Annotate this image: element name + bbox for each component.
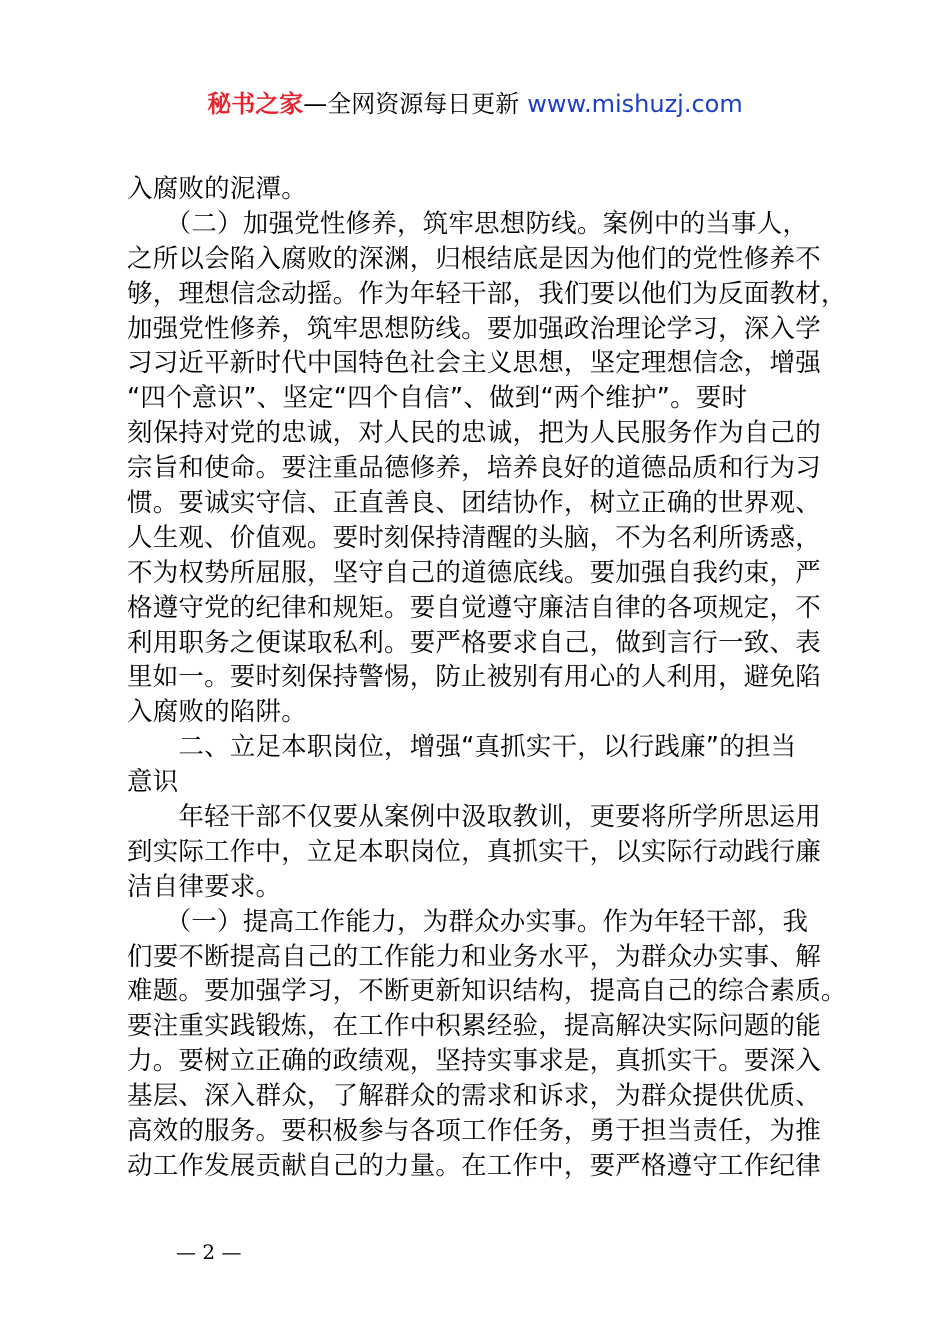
text-line: 够，理想信念动摇。作为年轻干部，我们要以他们为反面教材， bbox=[127, 278, 847, 309]
text-line: 习习近平新时代中国特色社会主义思想，坚定理想信念，增强 bbox=[127, 348, 821, 379]
site-url-link[interactable]: www.mishuzj.com bbox=[527, 90, 743, 118]
document-body bbox=[127, 172, 847, 1184]
text-line: （一）提高工作能力，为群众办实事。作为年轻干部，我 bbox=[127, 906, 809, 937]
text-line: 力。要树立正确的政绩观，坚持实事求是，真抓实干。要深入 bbox=[127, 1046, 821, 1077]
text-line: 年轻干部不仅要从案例中汲取教训，更要将所学所思运用 bbox=[127, 802, 821, 833]
site-brand: 秘书之家 bbox=[207, 90, 304, 118]
text-line: 利用职务之便谋取私利。要严格要求自己，做到言行一致、表 bbox=[127, 627, 821, 658]
text-line: 们要不断提高自己的工作能力和业务水平，为群众办实事、解 bbox=[127, 941, 821, 972]
section-heading-line: 意识 bbox=[127, 767, 179, 798]
text-line: 之所以会陷入腐败的深渊，归根结底是因为他们的党性修养不 bbox=[127, 243, 821, 274]
text-line: 动工作发展贡献自己的力量。在工作中，要严格遵守工作纪律 bbox=[127, 1150, 821, 1181]
text-line: 惯。要诚实守信、正直善良、团结协作，树立正确的世界观、 bbox=[127, 488, 821, 519]
text-line: 洁自律要求。 bbox=[127, 871, 282, 902]
text-line: 人生观、价值观。要时刻保持清醒的头脑，不为名利所诱惑， bbox=[127, 522, 821, 553]
section-heading-line: 二、立足本职岗位，增强“真抓实干，以行践廉”的担当 bbox=[127, 732, 797, 763]
text-line: 要注重实践锻炼，在工作中积累经验，提高解决实际问题的能 bbox=[127, 1011, 821, 1042]
text-line: 入腐败的泥潭。 bbox=[127, 174, 307, 204]
page-number: — 2 — bbox=[176, 1240, 242, 1264]
site-tagline: —全网资源每日更新 bbox=[303, 90, 520, 118]
text-line: “四个意识”、坚定“四个自信”、做到“两个维护”。要时 bbox=[127, 383, 748, 414]
text-line: 基层、深入群众，了解群众的需求和诉求，为群众提供优质、 bbox=[127, 1081, 821, 1112]
text-line: 到实际工作中，立足本职岗位，真抓实干，以实际行动践行廉 bbox=[127, 836, 821, 867]
text-line: 不为权势所屈服，坚守自己的道德底线。要加强自我约束，严 bbox=[127, 557, 821, 588]
text-line: 难题。要加强学习，不断更新知识结构，提高自己的综合素质。 bbox=[127, 976, 847, 1007]
text-line: 加强党性修养，筑牢思想防线。要加强政治理论学习，深入学 bbox=[127, 313, 821, 344]
text-line: 宗旨和使命。要注重品德修养，培养良好的道德品质和行为习 bbox=[127, 453, 821, 484]
text-line: 高效的服务。要积极参与各项工作任务，勇于担当责任，为推 bbox=[127, 1116, 821, 1147]
text-line: （二）加强党性修养，筑牢思想防线。案例中的当事人， bbox=[127, 208, 809, 239]
text-line: 格遵守党的纪律和规矩。要自觉遵守廉洁自律的各项规定，不 bbox=[127, 592, 821, 623]
text-line: 入腐败的陷阱。 bbox=[127, 697, 307, 728]
text-line: 刻保持对党的忠诚，对人民的忠诚，把为人民服务作为自己的 bbox=[127, 418, 821, 449]
text-line: 里如一。要时刻保持警惕，防止被别有用心的人利用，避免陷 bbox=[127, 662, 821, 693]
site-header bbox=[0, 86, 950, 122]
